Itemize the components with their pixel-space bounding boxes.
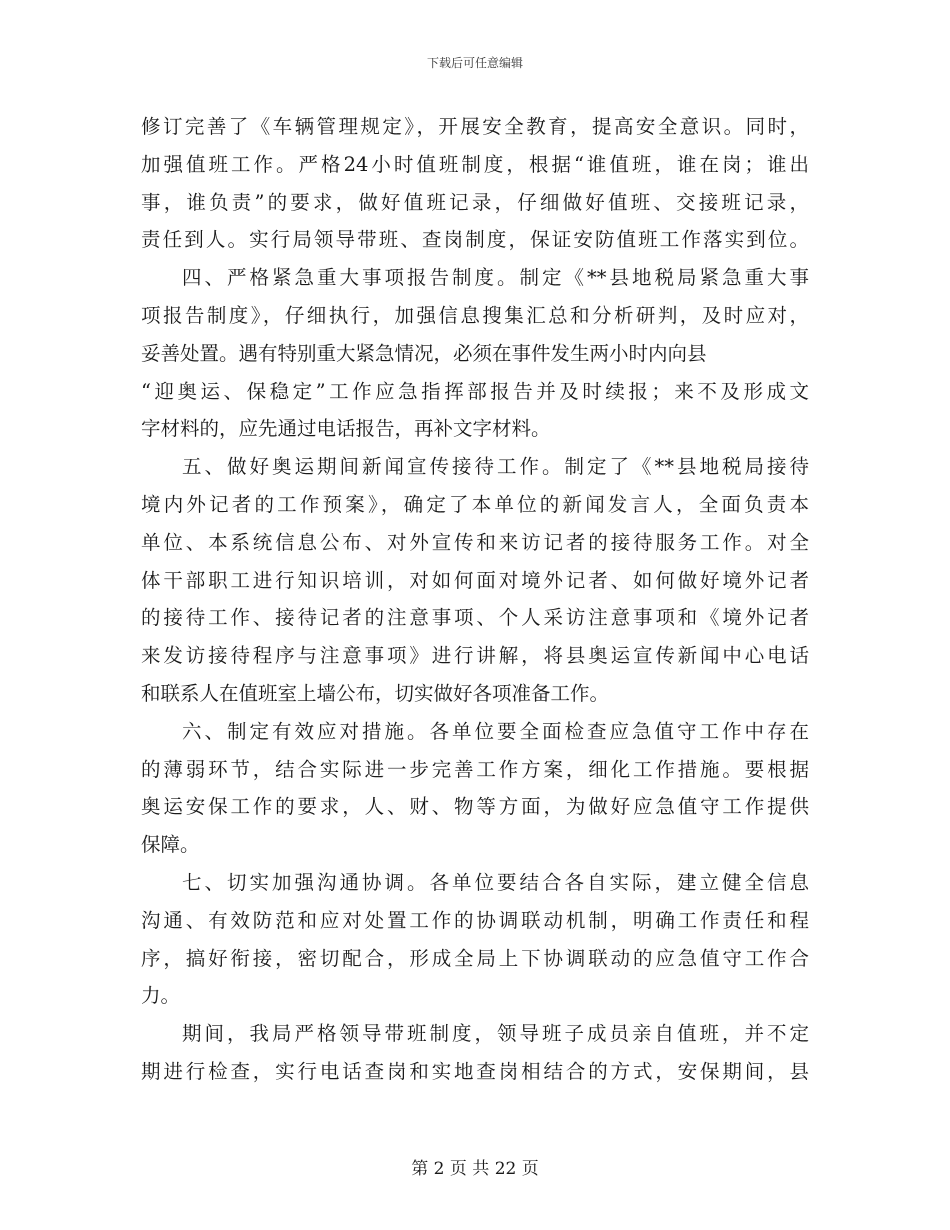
text-line: 沟通、有效防范和应对处置工作的协调联动机制，明确工作责任和程 [141,908,809,932]
text-line: 来发访接待程序与注意事项》进行讲解，将县奥运宣传新闻中心电话 [141,644,809,668]
document-body [141,108,809,1091]
text-line: 责任到人。实行局领导带班、查岗制度，保证安防值班工作落实到位。 [141,228,809,252]
text-line: 字材料的，应先通过电话报告，再补文字材料。 [141,417,551,441]
page-number: 第 2 页 共 22 页 [411,1159,539,1179]
text-line: 境内外记者的工作预案》，确定了本单位的新闻发言人，全面负责本 [141,492,809,516]
paragraph [141,259,809,448]
paragraph [141,864,809,1015]
text-line: 期间，我局严格领导带班制度，领导班子成员亲自值班，并不定 [182,1022,809,1046]
text-line: 事，谁负责”的要求，做好值班记录，仔细做好值班、交接班记录， [141,190,809,214]
text-line: 的接待工作、接待记者的注意事项、个人采访注意事项和《境外记者 [141,606,809,630]
text-line: 加强值班工作。严格24小时值班制度，根据“谁值班，谁在岗；谁出 [141,152,809,176]
text-line: “迎奥运、保稳定”工作应急指挥部报告并及时续报；来不及形成文 [141,379,809,403]
text-line: 力。 [141,984,181,1008]
paragraph [141,448,809,713]
text-line: 四、严格紧急重大事项报告制度。制定《**县地税局紧急重大事 [182,266,809,290]
text-line: 体干部职工进行知识培训，对如何面对境外记者、如何做好境外记者 [141,568,809,592]
text-line: 六、制定有效应对措施。各单位要全面检查应急值守工作中存在 [182,719,809,743]
text-line: 修订完善了《车辆管理规定》，开展安全教育，提高安全意识。同时， [141,115,809,138]
paragraph [141,108,809,259]
paragraph [141,1015,809,1091]
paragraph [141,713,809,864]
text-line: 单位、本系统信息公布、对外宣传和来访记者的接待服务工作。对全 [141,530,809,554]
text-line: 五、做好奥运期间新闻宣传接待工作。制定了《**县地税局接待 [182,455,809,479]
page-header: 下载后可任意编辑 [426,56,523,70]
text-line: 保障。 [141,833,200,857]
text-line: 和联系人在值班室上墙公布，切实做好各项准备工作。 [141,681,610,705]
text-line: 期进行检查，实行电话查岗和实地查岗相结合的方式，安保期间，县 [141,1059,809,1083]
text-line: 七、切实加强沟通协调。各单位要结合各自实际，建立健全信息 [182,870,809,894]
text-line: 的薄弱环节，结合实际进一步完善工作方案，细化工作措施。要根据 [141,757,809,781]
text-line: 奥运安保工作的要求，人、财、物等方面，为做好应急值守工作提供 [141,795,809,819]
text-line: 项报告制度》，仔细执行，加强信息搜集汇总和分析研判，及时应对， [141,303,809,327]
text-line: 妥善处置。遇有特别重大紧急情况，必须在事件发生两小时内向县 [141,341,707,365]
text-line: 序，搞好衔接，密切配合，形成全局上下协调联动的应急值守工作合 [141,946,809,970]
